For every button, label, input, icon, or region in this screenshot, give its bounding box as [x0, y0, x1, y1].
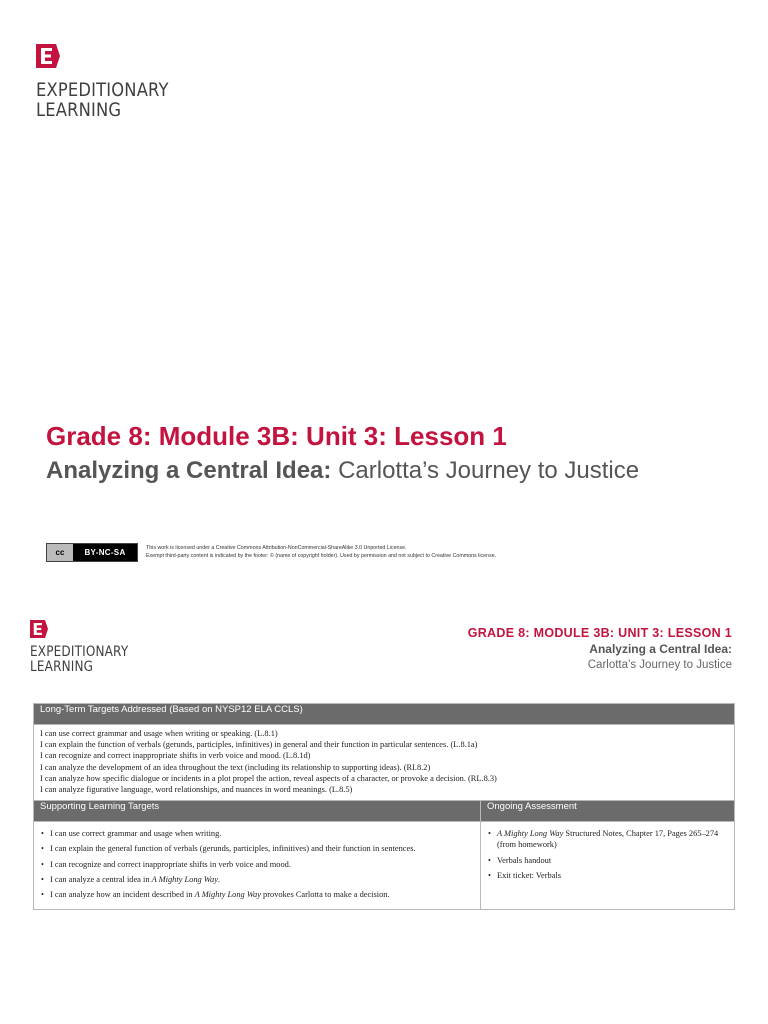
cover-subtitle-rest: Carlotta’s Journey to Justice — [331, 457, 640, 484]
list-item — [40, 889, 474, 900]
list-item-text: I can use correct grammar and usage when writing. — [50, 829, 222, 839]
supporting-targets-cell — [34, 822, 481, 910]
book-title: A Mighty Long Way — [151, 874, 218, 884]
logo-wordmark — [36, 80, 169, 121]
license-line-1: This work is licensed under a Creative Commons Attribution-NonCommercial-ShareAlike 3.0 Unported License. — [146, 545, 407, 551]
logo-line-1: EXPEDITIONARY — [30, 644, 129, 660]
list-item-text: Verbals handout — [497, 855, 552, 865]
list-item-text: Structured Notes, Chapter 17, Pages 265–274 (from homework) — [497, 829, 719, 850]
expeditionary-learning-logo-icon — [36, 44, 60, 68]
long-term-target: I can recognize and correct inappropriate shifts in verb voice and mood. (L.8.1d) — [40, 751, 311, 761]
long-term-targets-cell — [34, 725, 735, 801]
book-title: A Mighty Long Way — [194, 890, 261, 900]
long-term-target: I can use correct grammar and usage when writing or speaking. (L.8.1) — [40, 729, 278, 738]
cover-title-block — [46, 420, 736, 487]
ongoing-assessment-list — [487, 828, 728, 881]
list-item-text: I can analyze a central idea in — [50, 874, 152, 884]
expeditionary-learning-logo-icon — [30, 620, 48, 638]
page-header-subtitle: Carlotta’s Journey to Justice — [587, 659, 732, 671]
cc-badge-text: BY-NC-SA — [84, 548, 126, 557]
list-item-text: I can recognize and correct inappropriate shifts in verb voice and mood. — [50, 859, 291, 869]
list-item-text: provokes Carlotta to make a decision. — [260, 890, 390, 900]
ongoing-assessment-cell — [481, 822, 735, 910]
logo-wordmark — [30, 645, 128, 675]
page-header-lesson: GRADE 8: MODULE 3B: UNIT 3: LESSON 1 — [467, 626, 732, 640]
cover-title: Grade 8: Module 3B: Unit 3: Lesson 1 — [46, 421, 507, 451]
logo-line-1: EXPEDITIONARY — [36, 79, 169, 101]
logo-line-2: LEARNING — [36, 99, 122, 122]
book-title: A Mighty Long Way — [497, 829, 564, 839]
page-header — [468, 625, 732, 673]
cc-icon: cc — [47, 544, 73, 561]
list-item — [40, 843, 474, 854]
long-term-target: I can analyze how specific dialogue or incidents in a plot propel the action, reveal aspects of a character, or provoke a decision. (RL.8.3) — [40, 773, 497, 783]
page-header-title: Analyzing a Central Idea: — [589, 642, 732, 656]
logo-line-2: LEARNING — [30, 658, 94, 675]
license-line-2: Exempt third-party content is indicated by the footer: © (name of copyright holder). Used by permission and not subject to Creative Commons license. — [146, 553, 497, 559]
list-item-text: Exit ticket: Verbals — [497, 870, 562, 880]
cover-logo — [36, 44, 190, 121]
list-item — [487, 870, 728, 881]
list-item-text: . — [217, 874, 221, 884]
license-block — [46, 543, 496, 562]
supporting-targets-header: Supporting Learning Targets — [34, 801, 481, 822]
long-term-target: I can analyze figurative language, word relationships, and nuances in word meanings. (L.8.5) — [40, 785, 353, 795]
cover-subtitle — [46, 455, 736, 487]
list-item — [40, 828, 474, 839]
lesson-targets-table — [33, 703, 735, 910]
license-text — [146, 544, 496, 560]
page-logo — [30, 620, 144, 675]
list-item — [487, 828, 728, 850]
long-term-target: I can explain the function of verbals (gerunds, participles, infinitives) in general and their function in particular sentences. (L.8.1a) — [40, 740, 478, 750]
long-term-targets-header: Long-Term Targets Addressed (Based on NYSP12 ELA CCLS) — [34, 704, 735, 725]
cover-subtitle-bold: Analyzing a Central Idea: — [46, 457, 332, 484]
cc-license-badge — [46, 543, 138, 562]
supporting-targets-list — [40, 828, 474, 900]
long-term-target: I can analyze the development of an idea throughout the text (including its relationship to supporting ideas). (RI.8.2) — [40, 762, 431, 772]
ongoing-assessment-header: Ongoing Assessment — [481, 801, 735, 822]
list-item — [487, 855, 728, 866]
list-item-text: I can explain the general function of verbals (gerunds, participles, infinitives) and their function in sentences. — [50, 844, 416, 854]
list-item-text: I can analyze how an incident described in — [50, 890, 195, 900]
list-item — [40, 874, 474, 885]
list-item — [40, 859, 474, 870]
